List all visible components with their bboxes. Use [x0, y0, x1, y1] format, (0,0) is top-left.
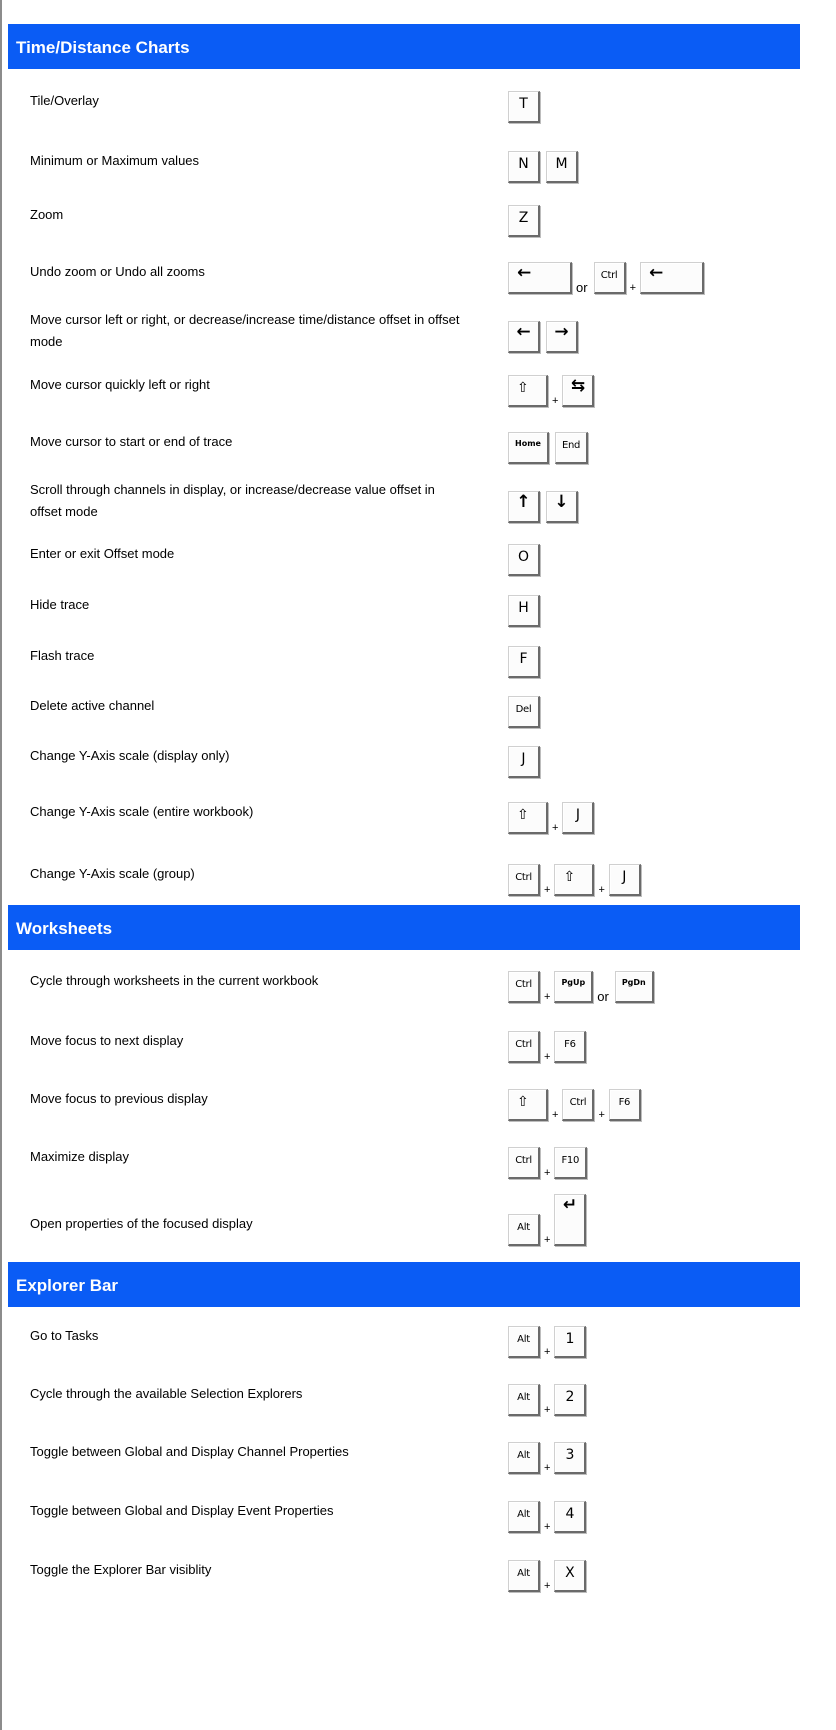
keycap: ←: [508, 262, 572, 294]
keycap: PgDn: [615, 971, 654, 1003]
key-combination: [508, 1314, 592, 1358]
keycap: J: [562, 802, 594, 834]
key-combination: [508, 479, 584, 523]
section-header-worksheets: Worksheets: [8, 905, 800, 950]
shortcut-row: [8, 411, 800, 473]
shortcut-row: [8, 1423, 800, 1481]
plus-separator: +: [629, 282, 636, 294]
plus-separator: +: [552, 822, 559, 834]
key-combination: [508, 139, 584, 183]
shortcut-document: [8, 24, 800, 1599]
shortcut-description: Move focus to next display: [30, 1033, 184, 1048]
keycap: Alt: [508, 1501, 540, 1533]
keycap: X: [554, 1560, 586, 1592]
shortcut-description: Hide trace: [30, 597, 90, 612]
keycap: 4: [554, 1501, 586, 1533]
keycap: Del: [508, 696, 540, 728]
keycap: O: [508, 544, 540, 576]
shortcut-description: Move cursor quickly left or right: [30, 377, 210, 392]
shortcut-description: Move cursor left or right, or decrease/increase time/distance offset in offset mode: [30, 312, 460, 349]
shortcut-description: Tile/Overlay: [30, 93, 99, 108]
key-combination: [508, 1372, 592, 1416]
shortcut-description: Toggle the Explorer Bar visiblity: [30, 1562, 212, 1577]
section-header-explorer-bar: Explorer Bar: [8, 1262, 800, 1307]
shortcut-row: [8, 579, 800, 631]
section-explorer-bar: [8, 1262, 800, 1599]
key-combination: [508, 734, 546, 778]
key-combination: [508, 363, 600, 407]
key-combination: [508, 1489, 592, 1533]
shortcut-row: [8, 1070, 800, 1128]
keycap: Ctrl: [562, 1089, 594, 1121]
shortcut-description: Minimum or Maximum values: [30, 153, 200, 168]
key-combination: [508, 420, 594, 464]
keycap: Ctrl: [508, 1147, 540, 1179]
shortcut-description: Change Y-Axis scale (group): [30, 866, 195, 881]
key-combination: [508, 1135, 593, 1179]
keycap: 1: [554, 1326, 586, 1358]
plus-separator: +: [552, 1109, 559, 1121]
keycap: Home: [508, 432, 549, 464]
or-separator: or: [576, 280, 588, 295]
key-combination: [508, 1548, 592, 1592]
shortcut-description: Undo zoom or Undo all zooms: [30, 264, 205, 279]
shortcut-row: [8, 1307, 800, 1365]
key-combination: [508, 790, 600, 834]
section-worksheets: [8, 905, 800, 1262]
shortcut-row: [8, 681, 800, 731]
shortcut-row: [8, 1128, 800, 1186]
shortcut-row: [8, 529, 800, 579]
keycap: F: [508, 646, 540, 678]
plus-separator: +: [544, 1167, 551, 1179]
keycap: ←: [508, 321, 540, 353]
keycap: F10: [554, 1147, 587, 1179]
section-time-distance-charts: [8, 24, 800, 905]
shortcut-description: Change Y-Axis scale (display only): [30, 748, 230, 763]
key-combination: [508, 684, 546, 728]
shortcut-description: Go to Tasks: [30, 1328, 99, 1343]
shortcut-description: Zoom: [30, 207, 64, 222]
keycap: ←: [640, 262, 704, 294]
plus-separator: +: [552, 395, 559, 407]
plus-separator: +: [544, 1521, 551, 1533]
shortcut-row: [8, 303, 800, 359]
key-combination: [508, 309, 584, 353]
plus-separator: +: [598, 884, 605, 896]
shortcut-row: [8, 843, 800, 905]
keycap: N: [508, 151, 540, 183]
shortcut-description: Toggle between Global and Display Event Properties: [30, 1503, 334, 1518]
keycap: Ctrl: [594, 262, 626, 294]
shortcut-description: Toggle between Global and Display Channel Properties: [30, 1444, 349, 1459]
shortcut-row: [8, 1186, 800, 1262]
keycap: ⇧: [508, 375, 548, 407]
keycap: Alt: [508, 1326, 540, 1358]
plus-separator: +: [544, 991, 551, 1003]
keycap: ↑: [508, 491, 540, 523]
keycap: J: [609, 864, 641, 896]
plus-separator: +: [544, 1580, 551, 1592]
keycap: Alt: [508, 1442, 540, 1474]
key-combination: [508, 1019, 592, 1063]
keycap: Z: [508, 205, 540, 237]
keycap: ⇆: [562, 375, 594, 407]
section-header-time-distance-charts: Time/Distance Charts: [8, 24, 800, 69]
shortcut-row: [8, 1541, 800, 1599]
keycap: F6: [609, 1089, 641, 1121]
shortcut-description: Cycle through worksheets in the current workbook: [30, 973, 319, 988]
keycap: ⇧: [508, 1089, 548, 1121]
shortcut-description: Scroll through channels in display, or increase/decrease value offset in offset mode: [30, 482, 435, 519]
shortcut-description: Enter or exit Offset mode: [30, 546, 175, 561]
shortcut-row: [8, 631, 800, 681]
plus-separator: +: [598, 1109, 605, 1121]
keycap: Ctrl: [508, 864, 540, 896]
shortcut-row: [8, 133, 800, 189]
shortcut-row: [8, 69, 800, 133]
keycap: ↓: [546, 491, 578, 523]
shortcut-description: Open properties of the focused display: [30, 1216, 253, 1231]
keycap: 2: [554, 1384, 586, 1416]
keycap: 3: [554, 1442, 586, 1474]
keycap: End: [555, 432, 588, 464]
shortcut-description: Move focus to previous display: [30, 1091, 208, 1106]
plus-separator: +: [544, 884, 551, 896]
shortcut-row: [8, 359, 800, 411]
shortcut-row: [8, 781, 800, 843]
shortcut-row: [8, 241, 800, 303]
key-combination: [508, 193, 546, 237]
plus-separator: +: [544, 1234, 551, 1246]
keycap: Alt: [508, 1384, 540, 1416]
shortcut-description: Delete active channel: [30, 698, 155, 713]
shortcut-row: [8, 950, 800, 1012]
key-combination: [508, 959, 660, 1003]
shortcut-description: Change Y-Axis scale (entire workbook): [30, 804, 254, 819]
key-combination: [508, 79, 546, 123]
key-combination: [508, 634, 546, 678]
keycap: PgUp: [554, 971, 593, 1003]
keycap: ⇧: [508, 802, 548, 834]
keycap: T: [508, 91, 540, 123]
shortcut-description: Flash trace: [30, 648, 95, 663]
plus-separator: +: [544, 1462, 551, 1474]
shortcut-row: [8, 1365, 800, 1423]
or-separator: or: [597, 989, 609, 1004]
keycap: ⇧: [554, 864, 594, 896]
keycap: Alt: [508, 1560, 540, 1592]
shortcut-row: [8, 189, 800, 241]
shortcut-description: Move cursor to start or end of trace: [30, 434, 233, 449]
key-combination: [508, 1195, 592, 1246]
shortcut-row: [8, 1012, 800, 1070]
key-combination: [508, 583, 546, 627]
shortcut-description: Maximize display: [30, 1149, 129, 1164]
key-combination: [508, 852, 647, 896]
plus-separator: +: [544, 1051, 551, 1063]
keycap: H: [508, 595, 540, 627]
key-combination: [508, 1430, 592, 1474]
keycap: Ctrl: [508, 1031, 540, 1063]
shortcut-description: Cycle through the available Selection Explorers: [30, 1386, 303, 1401]
key-combination: [508, 532, 546, 576]
left-border-line: [0, 0, 2, 1730]
keycap: →: [546, 321, 578, 353]
keycap: ↵: [554, 1194, 586, 1246]
plus-separator: +: [544, 1404, 551, 1416]
plus-separator: +: [544, 1346, 551, 1358]
keycap: Alt: [508, 1214, 540, 1246]
keycap: M: [546, 151, 578, 183]
shortcut-row: [8, 1481, 800, 1541]
key-combination: [508, 250, 710, 294]
keycap: Ctrl: [508, 971, 540, 1003]
keycap: J: [508, 746, 540, 778]
shortcut-row: [8, 473, 800, 529]
shortcut-row: [8, 731, 800, 781]
keycap: F6: [554, 1031, 586, 1063]
key-combination: [508, 1077, 647, 1121]
